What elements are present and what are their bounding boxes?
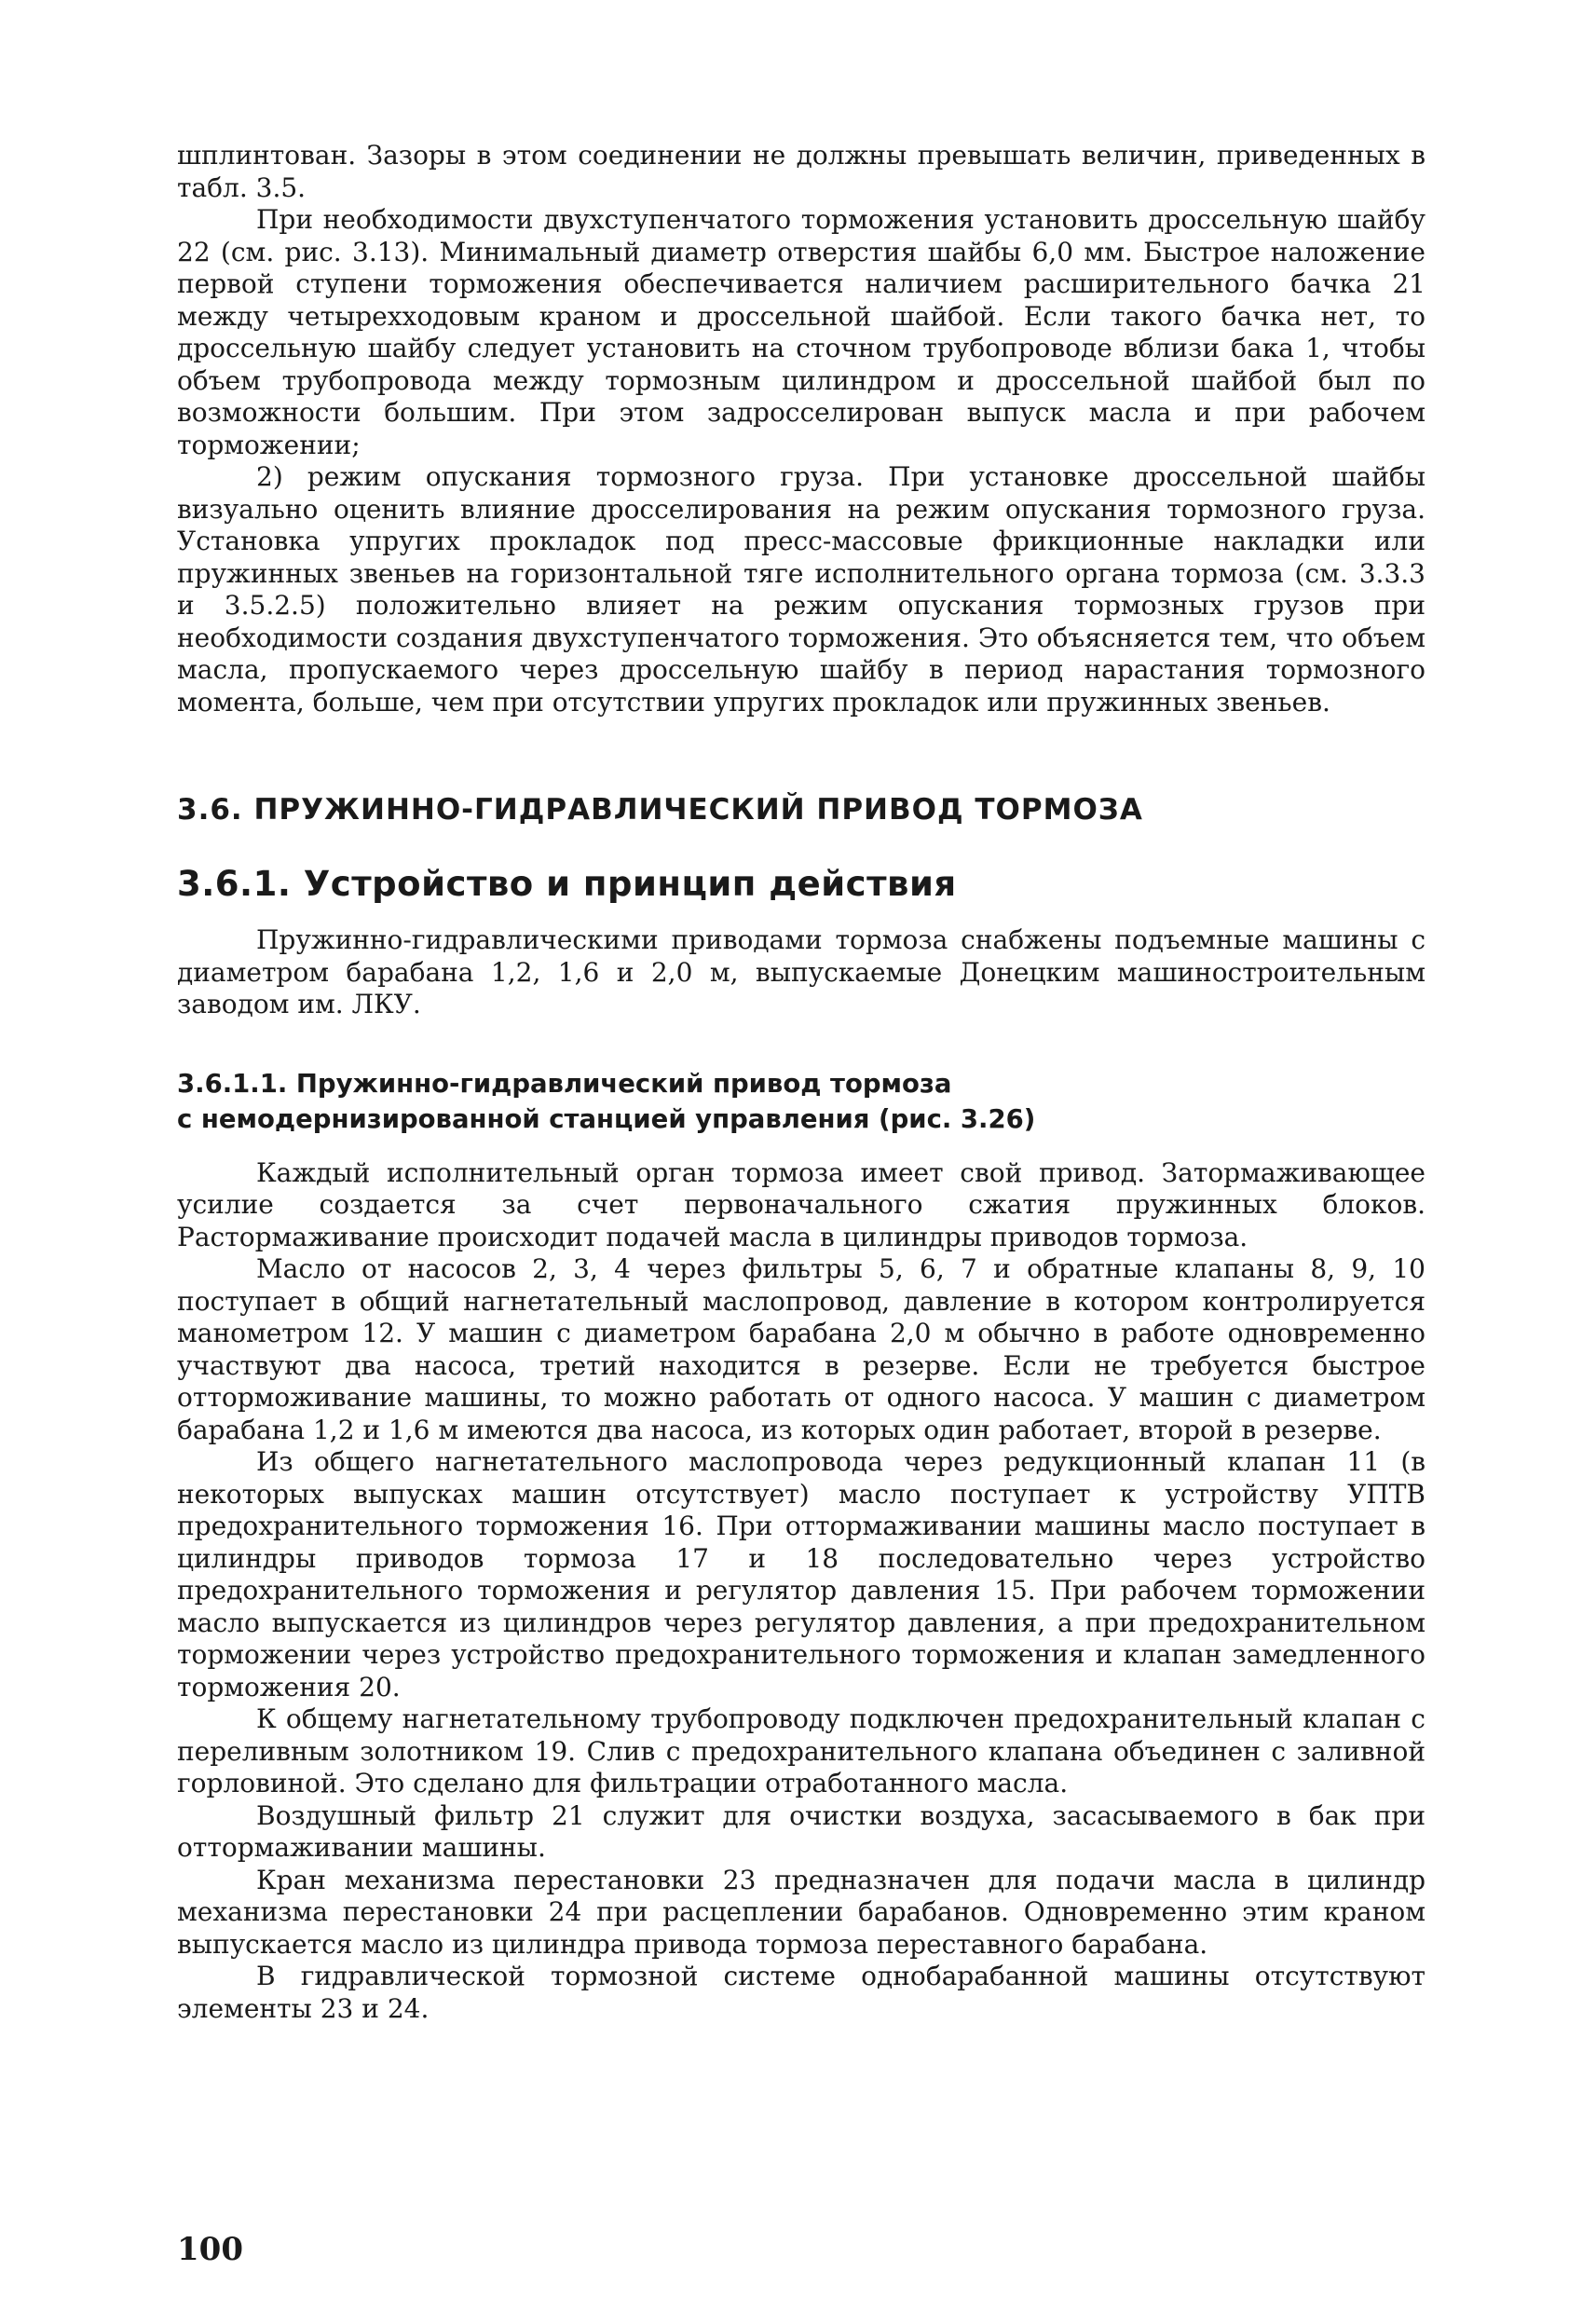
- subsubsection-heading-line-1: 3.6.1.1. Пружинно-гидравлический привод тормоза: [177, 1068, 952, 1099]
- paragraph-intro: Пружинно-гидравлическими приводами тормоза снабжены подъемные машины с диаметром барабана 1,2, 1,6 и 2,0 м, выпускаемые Донецким машиностроительным заводом им. ЛКУ.: [177, 924, 1425, 1019]
- subsubsection-heading-line-2: с немодернизированной станцией управления (рис. 3.26): [177, 1103, 1036, 1134]
- paragraph-two-stage-braking: При необходимости двухступенчатого торможения установить дроссельную шайбу 22 (см. рис. 3.13). Минимальный диаметр отверстия шайбы 6,0 мм. Быстрое наложение первой ступени торможения обеспечивается наличием расширительного бачка 21 между четырехходовым краном и дроссельной шайбой. Если такого бачка нет, то дроссельную шайбу следует установить на сточном трубопроводе вблизи бака 1, чтобы объем трубопровода между тормозным цилиндром и дроссельной шайбой был по возможности большим. При этом задросселирован выпуск масла и при рабочем торможении;: [177, 204, 1425, 460]
- subsection-heading: 3.6.1. Устройство и принцип действия: [177, 864, 957, 904]
- paragraph-reduction-valve: Из общего нагнетательного маслопровода через редукционный клапан 11 (в некоторых выпусках машин отсутствует) масло поступает к устройству УПТВ предохранительного торможения 16. При оттормаживании машины масло поступает в цилиндры приводов тормоза 17 и 18 последовательно через устройство предохранительного торможения и регулятор давления 15. При рабочем торможении масло выпускается из цилиндров через регулятор давления, а при предохранительном торможении через устройство предохранительного торможения и клапан замедленного торможения 20.: [177, 1446, 1425, 1702]
- paragraph-safety-valve: К общему нагнетательному трубопроводу подключен предохранительный клапан с переливным золотником 19. Слив с предохранительного клапана объединен с заливной горловиной. Это сделано для фильтрации отработанного масла.: [177, 1703, 1425, 1798]
- book-page: [177, 140, 1425, 2283]
- paragraph-actuator: Каждый исполнительный орган тормоза имеет свой привод. Затормаживающее усилие создается за счет первоначального сжатия пружинных блоков. Растормаживание происходит подачей масла в цилиндры приводов тормоза.: [177, 1156, 1425, 1252]
- paragraph-shifting-valve: Кран механизма перестановки 23 предназначен для подачи масла в цилиндр механизма перестановки 24 при расцеплении барабанов. Одновременно этим краном выпускается масло из цилиндра привода тормоза переставного барабана.: [177, 1864, 1425, 1960]
- paragraph-pumps: Масло от насосов 2, 3, 4 через фильтры 5, 6, 7 и обратные клапаны 8, 9, 10 поступает в общий нагнетательный маслопровод, давление в котором контролируется манометром 12. У машин с диаметром барабана 2,0 м обычно в работе одновременно участвуют два насоса, третий находится в резерве. Если не требуется быстрое отторможивание машины, то можно работать от одного насоса. У машин с диаметром барабана 1,2 и 1,6 м имеются два насоса, из которых один работает, второй в резерве.: [177, 1253, 1425, 1445]
- paragraph-single-drum: В гидравлической тормозной системе однобарабанной машины отсутствуют элементы 23 и 24.: [177, 1961, 1425, 2024]
- paragraph-lowering-mode: 2) режим опускания тормозного груза. При установке дроссельной шайбы визуально оценить влияние дросселирования на режим опускания тормозного груза. Установка упругих прокладок под пресс-массовые фрикционные накладки или пружинных звеньев на горизонтальной тяге исполнительного органа тормоза (см. 3.3.3 и 3.5.2.5) положительно влияет на режим опускания тормозных грузов при необходимости создания двухступенчатого торможения. Это объясняется тем, что объем масла, пропускаемого через дроссельную шайбу в период нарастания тормозного момента, больше, чем при отсутствии упругих прокладок или пружинных звеньев.: [177, 461, 1425, 718]
- page-number: 100: [177, 2231, 243, 2268]
- subsubsection-heading: [177, 1066, 1425, 1137]
- paragraph-continuation: шплинтован. Зазоры в этом соединении не должны превышать величин, приведенных в табл. 3.5.: [177, 140, 1425, 203]
- section-heading: 3.6. ПРУЖИННО-ГИДРАВЛИЧЕСКИЙ ПРИВОД ТОРМОЗА: [177, 793, 1143, 827]
- paragraph-air-filter: Воздушный фильтр 21 служит для очистки воздуха, засасываемого в бак при оттормаживании машины.: [177, 1799, 1425, 1863]
